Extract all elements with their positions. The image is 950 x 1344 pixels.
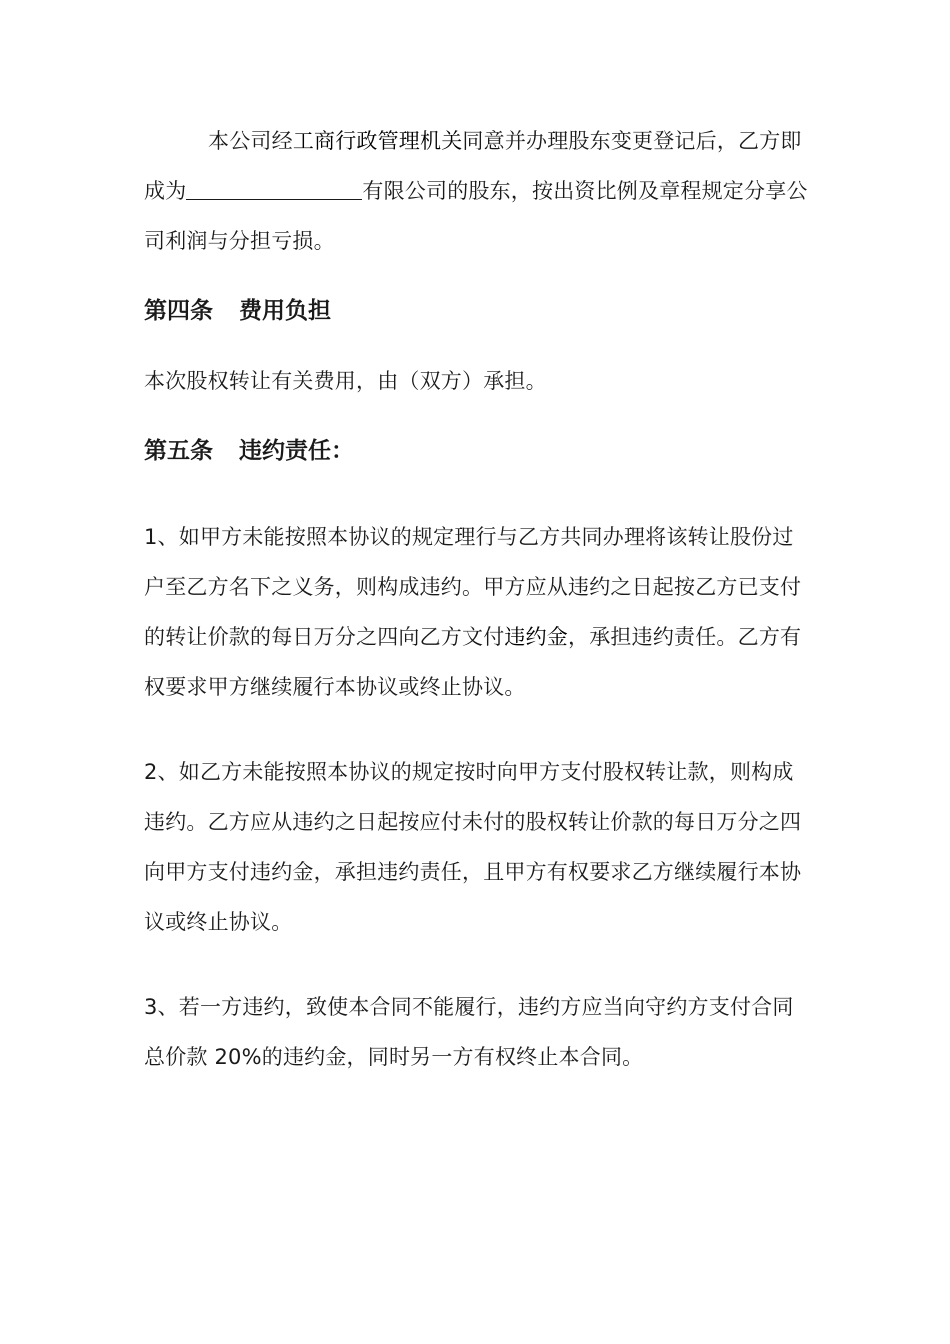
clause1-text-2: ，承担违约责任。乙方有权要求甲方继续履行本协议或终止协议。 — [144, 625, 802, 699]
intro-text-1: 本公司经 — [208, 129, 293, 153]
clause1-text-1: 1、如甲方未能按照本协议的规定理行与乙方共同办理将该转让股份过户至乙方名下之义务，则构成违约。甲方应从违约之日起按乙方已支付的转让价款的每日万分之四向乙方文付 — [144, 525, 802, 649]
article5-subtitle: 违约责任： — [239, 438, 354, 464]
intro-highlight: 工商行政管理机关 — [292, 129, 463, 153]
article4-subtitle: 费用负担 — [239, 298, 331, 324]
intro-text-2: 同意并办理股东变更登记后，乙方即成为 — [144, 129, 802, 203]
article4-body: 本次股权转让有关费用，由（双方）承担。 — [144, 369, 547, 393]
article5-title: 第五条 — [144, 438, 213, 464]
clause3-paragraph: 3、若一方违约，致使本合同不能履行，违约方应当向守约方支付合同总价款 20%的违约金，同时另一方有权终止本合同。 — [144, 995, 794, 1069]
article4-heading — [144, 291, 331, 331]
intro-text-3: 有限公司的股东，按出资比例及章程规定分享公司利润与分担亏损。 — [144, 179, 808, 253]
company-name-blank — [186, 177, 362, 200]
article4-title: 第四条 — [144, 298, 213, 324]
clause2-paragraph: 2、如乙方未能按照本协议的规定按时向甲方支付股权转让款，则构成违约。乙方应从违约之日起按应付未付的股权转让价款的每日万分之四向甲方支付违约金，承担违约责任，且甲方有权要求乙方继续履行本协议或终止协议。 — [144, 760, 802, 934]
intro-paragraph — [144, 116, 809, 266]
clause1-highlight: 违约金 — [504, 625, 569, 649]
clause1-paragraph — [144, 512, 809, 712]
article5-heading — [144, 431, 354, 471]
